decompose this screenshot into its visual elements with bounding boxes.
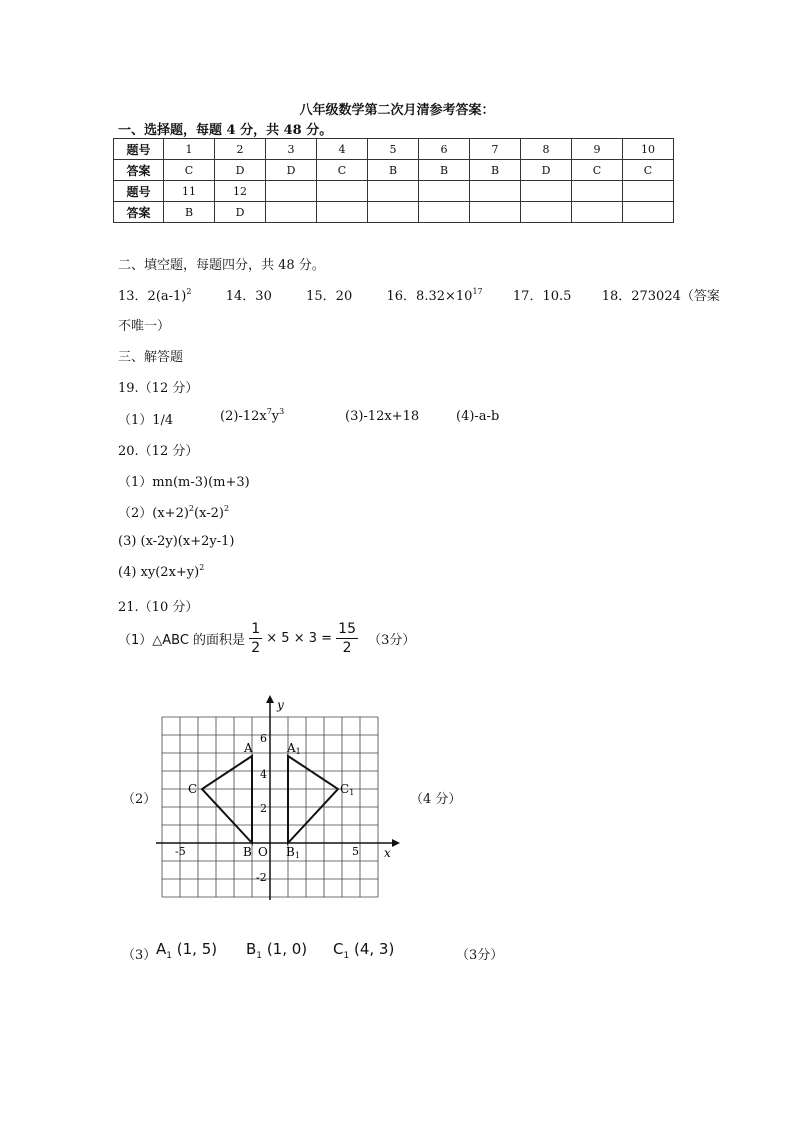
row-label: 题号	[114, 181, 164, 202]
tick-label-x: 5	[352, 845, 359, 858]
table-cell: 3	[266, 139, 317, 160]
table-cell: D	[266, 160, 317, 181]
fraction-one-half: $\frac{1}{2}$	[251, 621, 261, 656]
answer-17: 17．10.5	[512, 289, 572, 304]
tick-label-y: -2	[256, 871, 267, 884]
q21-2-score: （4 分）	[410, 792, 462, 807]
table-cell: B	[419, 160, 470, 181]
x-axis-arrow	[392, 839, 400, 847]
tick-label-x: -5	[175, 845, 186, 858]
q19-3: (3)-12x+18	[345, 409, 420, 424]
section3-heading: 三、解答题	[118, 350, 184, 365]
y-axis-arrow	[266, 695, 274, 703]
q19-1: （1）1/4	[118, 413, 174, 428]
q21-1: （1）△ABC 的面积是 $\frac{1}{2}$ × 5 × 3 = $\frac{15}{2}$ （3分）	[118, 621, 416, 656]
q20-2: $(2)(x+2)^2(x-2)^2$	[118, 504, 230, 521]
q19-4: (4)-a-b	[456, 409, 500, 424]
fraction-fifteen-halves: $\frac{15}{2}$	[338, 621, 356, 656]
table-cell	[470, 181, 521, 202]
q20-1: （1）mn(m-3)(m+3)	[118, 475, 250, 490]
row-label: 答案	[114, 160, 164, 181]
table-cell: B	[470, 160, 521, 181]
coordinate-figure	[150, 695, 400, 900]
q19-2: $(2)-12x^7y^3$	[220, 407, 285, 424]
point-b1: $B_1$ (1, 0)	[246, 940, 308, 961]
q21-3-score: （3分）	[456, 948, 504, 963]
table-cell	[572, 202, 623, 223]
table-row	[114, 181, 674, 202]
section2-heading: 二、填空题，每题四分，共 48 分。	[118, 258, 325, 273]
q21-2-label: （2）	[122, 792, 157, 807]
table-cell	[266, 181, 317, 202]
fill-answers-line	[118, 285, 720, 304]
y-axis-label: y	[277, 698, 284, 712]
table-cell	[623, 202, 674, 223]
answer-table	[113, 138, 674, 223]
table-cell	[470, 202, 521, 223]
table-cell	[266, 202, 317, 223]
answer-16: 16．$8.32\times 10^{17}$	[386, 287, 483, 304]
table-cell: B	[164, 202, 215, 223]
x-axis-label: x	[384, 846, 391, 860]
table-cell	[623, 181, 674, 202]
point-c1: $C_1$ (4, 3)	[333, 940, 395, 961]
q19-heading: 19.（12 分）	[118, 381, 199, 396]
vertex-label-a1: A1	[287, 741, 301, 756]
answer-14: 14．30	[225, 289, 272, 304]
table-cell	[368, 202, 419, 223]
table-cell	[572, 181, 623, 202]
q21-heading: 21.（10 分）	[118, 600, 199, 615]
answer-18: 18．273024（答案	[601, 289, 720, 304]
table-cell: 10	[623, 139, 674, 160]
vertex-label-b: B	[243, 845, 252, 859]
tick-label-y: 2	[260, 802, 267, 815]
tick-label-y: 4	[260, 768, 267, 781]
origin-label: O	[258, 845, 268, 859]
q20-4: (4) $xy(2x+y)^2$	[118, 563, 205, 580]
section1-heading: 一、选择题，每题 4 分，共 48 分。	[118, 123, 333, 138]
table-cell: D	[215, 160, 266, 181]
answer-15: 15．20	[306, 289, 353, 304]
table-cell	[419, 181, 470, 202]
table-cell	[521, 181, 572, 202]
table-cell	[317, 181, 368, 202]
table-cell	[368, 181, 419, 202]
q20-3: (3) (x-2y)(x+2y-1)	[118, 534, 235, 549]
table-cell: 8	[521, 139, 572, 160]
q21-3-label: （3）	[122, 948, 157, 963]
table-row	[114, 202, 674, 223]
row-label: 题号	[114, 139, 164, 160]
table-cell: C	[317, 160, 368, 181]
answer-13: 13．$2(a-1)^2$	[118, 287, 192, 304]
answer-18-cont: 不唯一）	[118, 319, 171, 334]
table-row	[114, 139, 674, 160]
table-cell: 12	[215, 181, 266, 202]
table-cell: B	[368, 160, 419, 181]
table-cell: 5	[368, 139, 419, 160]
table-cell: C	[572, 160, 623, 181]
table-cell: 4	[317, 139, 368, 160]
vertex-label-b1: B1	[286, 845, 300, 860]
page-title: 八年级数学第二次月清参考答案：	[299, 103, 495, 118]
table-cell: D	[215, 202, 266, 223]
vertex-label-c1: C1	[340, 782, 355, 797]
point-a1: $A_1$ (1, 5)	[156, 940, 218, 961]
table-cell	[419, 202, 470, 223]
q19-answers	[118, 409, 173, 428]
table-cell: 7	[470, 139, 521, 160]
triangle-a1b1c1	[288, 756, 338, 843]
q20-heading: 20.（12 分）	[118, 444, 199, 459]
table-cell: C	[164, 160, 215, 181]
table-cell: D	[521, 160, 572, 181]
table-cell: C	[623, 160, 674, 181]
table-cell	[521, 202, 572, 223]
tick-label-y: 6	[260, 732, 267, 745]
table-row	[114, 160, 674, 181]
table-cell: 6	[419, 139, 470, 160]
table-cell: 2	[215, 139, 266, 160]
table-cell: 1	[164, 139, 215, 160]
vertex-label-c: C	[188, 782, 198, 796]
row-label: 答案	[114, 202, 164, 223]
vertex-label-a: A	[244, 741, 253, 755]
triangle-abc	[202, 756, 252, 843]
table-cell	[317, 202, 368, 223]
table-cell: 9	[572, 139, 623, 160]
table-cell: 11	[164, 181, 215, 202]
